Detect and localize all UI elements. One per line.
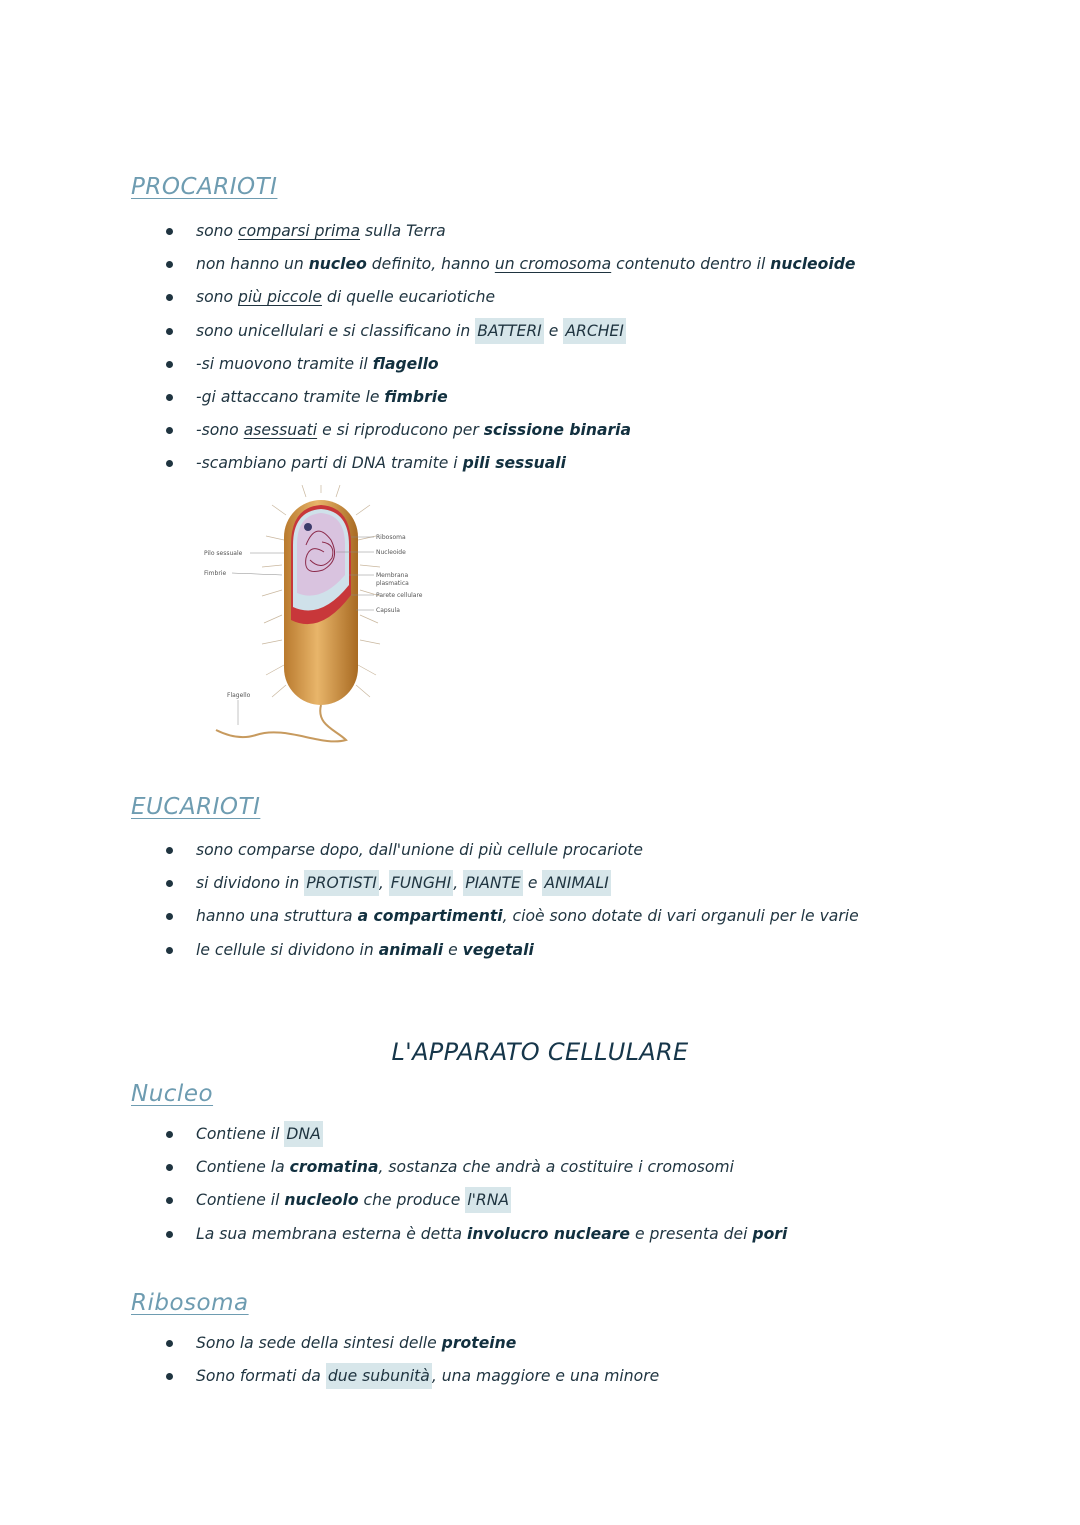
highlighted-term: PROTISTI [304,870,379,896]
text-segment: -gi attaccano tramite le [196,387,385,406]
section-title-apparato-cellulare: L'APPARATO CELLULARE [391,1038,689,1066]
label-parete-cellulare: Parete cellulare [376,592,423,599]
list-item [0,215,1080,248]
label-membrana: Membrana [376,572,409,579]
text-segment: sono [196,222,239,240]
label-flagello: Flagello [227,692,251,699]
label-nucleoide: Nucleoide [376,549,406,556]
text-segment: Contiene la [196,1158,290,1177]
text-segment: Sono la sede della sintesi delle [196,1334,442,1352]
text-segment: contenuto dentro il [611,255,771,274]
label-plasmatica: plasmatica [376,580,409,587]
label-fimbrie: Fimbrie [204,570,227,577]
bullet-dot-icon [166,1131,173,1138]
list-item [0,248,1080,281]
bullet-dot-icon [166,1373,173,1380]
highlighted-term: ARCHEI [563,318,626,344]
label-ribosoma: Ribosoma [376,534,406,541]
bold-term: vegetali [462,940,534,959]
text-segment: sulla Terra [360,222,446,240]
list-item [0,1218,1080,1251]
text-segment: sono comparse dopo, dall'unione di più cellule procariote [196,841,643,859]
text-segment: si dividono in [196,874,305,893]
text-segment: che produce [358,1191,466,1210]
list-item [0,1360,1080,1393]
highlighted-term: BATTERI [475,318,544,344]
list-item [0,834,1080,867]
bullet-dot-icon [166,460,173,467]
list-item [0,281,1080,314]
bold-term: pori [752,1224,788,1243]
bullet-dot-icon [166,1164,173,1171]
bullet-dot-icon [166,847,173,854]
text-segment: La sua membrana esterna è detta [196,1224,467,1243]
bullet-dot-icon [166,947,173,954]
list-item [0,315,1080,348]
bold-term: a compartimenti [357,907,503,926]
highlighted-term: DNA [284,1121,322,1147]
text-segment: , sostanza che andrà a costituire i cromosomi [378,1158,734,1177]
prokaryote-cell-diagram [196,485,436,750]
bold-term: involucro nucleare [466,1224,630,1243]
bullet-dot-icon [166,394,173,401]
text-segment: Sono formati da [196,1367,326,1386]
list-item [0,447,1080,480]
list-item [0,348,1080,381]
bold-term: animali [378,940,444,959]
procarioti-list [0,215,1080,481]
eucarioti-list [0,834,1080,967]
text-segment: definito, hanno [366,255,495,274]
text-segment: e [522,874,543,893]
bullet-dot-icon [166,1231,173,1238]
highlighted-term: due subunità [326,1363,432,1389]
bold-term: scissione binaria [483,421,632,440]
list-item [0,1327,1080,1360]
bold-term: nucleo [308,255,367,274]
text-segment: -si muovono tramite il [196,354,373,373]
bold-term: flagello [372,354,439,373]
ribosoma-list [0,1327,1080,1393]
list-item [0,934,1080,967]
bold-term: fimbrie [384,387,448,406]
heading-ribosoma: Ribosoma [131,1290,249,1316]
text-segment: di quelle eucariotiche [321,288,496,307]
text-segment: e si riproducono per [317,421,484,440]
heading-procarioti: PROCARIOTI [131,174,278,200]
text-segment: sono unicellulari e si classificano in [196,321,476,340]
list-item [0,867,1080,900]
bold-term: pili sessuali [462,454,566,473]
underlined-term: più piccole [238,288,322,307]
text-segment: , [378,874,389,893]
highlighted-term: PIANTE [463,870,523,896]
text-segment: , cioè sono dotate di vari organuli per le varie [502,907,859,926]
text-segment: le cellule si dividono in [196,940,379,959]
bullet-dot-icon [166,427,173,434]
text-segment: -sono [196,421,244,440]
bullet-dot-icon [166,1197,173,1204]
label-pilo-sessuale: Pilo sessuale [204,550,243,557]
prokaryote-cell-illustration [196,485,436,750]
label-capsula: Capsula [376,607,400,614]
bullet-dot-icon [166,294,173,301]
list-item [0,900,1080,933]
list-item [0,1184,1080,1217]
bold-term: cromatina [289,1158,379,1177]
text-segment: Contiene il [196,1125,285,1143]
bullet-dot-icon [166,361,173,368]
underlined-term: comparsi prima [238,222,361,240]
bold-term: proteine [441,1334,517,1352]
text-segment: sono [196,288,239,307]
underlined-term: un cromosoma [494,255,612,274]
heading-nucleo: Nucleo [131,1081,214,1107]
text-segment: e presenta dei [630,1224,753,1243]
highlighted-term: ANIMALI [542,870,610,896]
list-item [0,414,1080,447]
list-item [0,381,1080,414]
text-segment: -scambiano parti di DNA tramite i [196,454,463,473]
text-segment: , una maggiore e una minore [431,1367,660,1386]
text-segment: , [453,874,464,893]
bullet-dot-icon [166,261,173,268]
text-segment: hanno una struttura [196,907,358,926]
underlined-term: asessuati [243,421,318,440]
bullet-dot-icon [166,228,173,235]
highlighted-term: l'RNA [465,1187,511,1213]
bullet-dot-icon [166,328,173,335]
heading-eucarioti: EUCARIOTI [131,794,261,820]
bullet-dot-icon [166,880,173,887]
bold-term: nucleoide [770,255,856,274]
bullet-dot-icon [166,913,173,920]
text-segment: e [543,321,564,340]
bullet-dot-icon [166,1340,173,1347]
text-segment: e [443,940,463,959]
list-item [0,1151,1080,1184]
nucleo-list [0,1118,1080,1251]
text-segment: non hanno un [196,255,309,274]
bold-term: nucleolo [284,1191,359,1210]
highlighted-term: FUNGHI [389,870,453,896]
list-item [0,1118,1080,1151]
text-segment: Contiene il [196,1191,285,1210]
